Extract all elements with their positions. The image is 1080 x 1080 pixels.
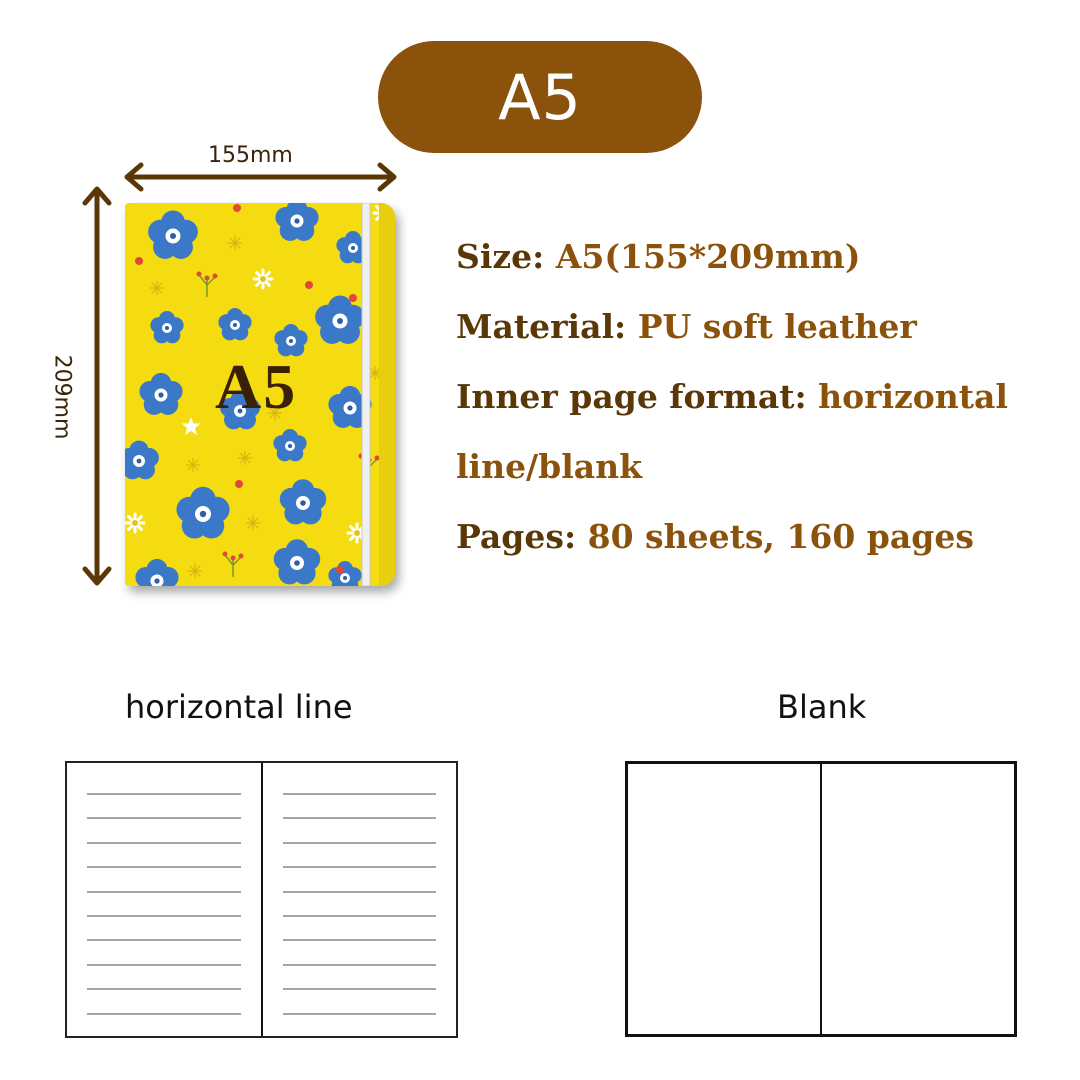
height-dimension-label: 209mm — [49, 354, 75, 440]
spec-value: A5(155*209mm) — [555, 237, 861, 276]
spec-key: Material: — [456, 307, 627, 346]
width-arrow — [127, 165, 394, 189]
spec-size — [456, 222, 1066, 292]
notebook-cover-label: A5 — [215, 351, 298, 422]
ruled-line — [87, 988, 241, 990]
ruled-line — [283, 866, 437, 868]
size-badge: A5 — [378, 41, 702, 153]
ruled-line — [87, 817, 241, 819]
ruled-line — [87, 891, 241, 893]
blank-left-page — [628, 764, 821, 1034]
ruled-line — [87, 866, 241, 868]
spec-value: 80 sheets, 160 pages — [587, 517, 974, 556]
ruled-line — [87, 1013, 241, 1015]
lined-right-page — [262, 763, 457, 1036]
blank-page-spread — [625, 761, 1017, 1037]
spec-value: line/blank — [456, 447, 642, 486]
spec-key: Pages: — [456, 517, 577, 556]
width-dimension-label: 155mm — [208, 143, 293, 168]
height-arrow — [85, 189, 109, 583]
spec-material — [456, 292, 1066, 362]
ruled-line — [283, 915, 437, 917]
lined-left-page — [67, 763, 262, 1036]
ruled-line — [87, 842, 241, 844]
ruled-line — [283, 842, 437, 844]
ruled-line — [283, 817, 437, 819]
spec-value: horizontal — [818, 377, 1008, 416]
ruled-line — [87, 964, 241, 966]
spec-inner-page-format — [456, 362, 1066, 432]
blank-right-page — [821, 764, 1014, 1034]
spec-key: Size: — [456, 237, 545, 276]
spec-key: Inner page format: — [456, 377, 807, 416]
ruled-line — [283, 964, 437, 966]
spec-value: PU soft leather — [637, 307, 917, 346]
lined-format-title: horizontal line — [125, 688, 353, 726]
ruled-line — [283, 793, 437, 795]
ruled-line — [283, 939, 437, 941]
ruled-line — [283, 1013, 437, 1015]
blank-format-title: Blank — [777, 688, 867, 726]
spec-list — [456, 222, 1066, 572]
ruled-line — [87, 793, 241, 795]
spec-inner-page-format-cont — [456, 432, 1066, 502]
ruled-line — [87, 915, 241, 917]
spec-pages — [456, 502, 1066, 572]
ruled-line — [283, 891, 437, 893]
lined-page-spread — [65, 761, 458, 1038]
ruled-line — [87, 939, 241, 941]
ruled-line — [283, 988, 437, 990]
